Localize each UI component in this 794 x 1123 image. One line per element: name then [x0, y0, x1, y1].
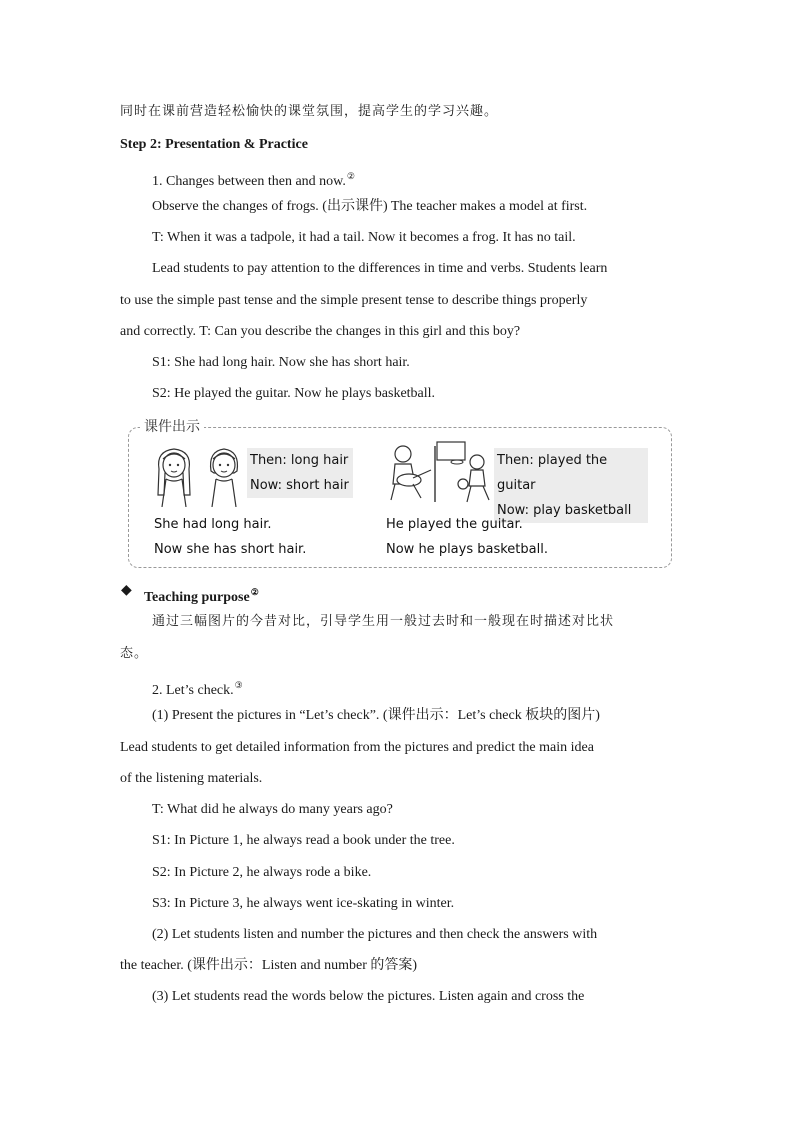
- boy-guitar-basketball-illustration: [385, 440, 495, 506]
- paragraph-line: (1) Present the pictures in “Let’s check”. (课件出示：Let’s check 板块的图片): [152, 708, 600, 723]
- now-label: Now: short hair: [250, 478, 349, 493]
- now-label: Now: play basketball: [497, 503, 632, 518]
- subheading-text: 2. Let’s check.: [152, 683, 234, 698]
- paragraph-line: 通过三幅图片的今昔对比，引导学生用一般过去时和一般现在时描述对比状: [152, 614, 615, 629]
- then-now-caption-right: [494, 448, 648, 523]
- paragraph-line: S3: In Picture 3, he always went ice-skating in winter.: [152, 896, 455, 911]
- paragraph-line: 同时在课前营造轻松愉快的课堂氛围，提高学生的学习兴趣。: [120, 104, 499, 119]
- teaching-purpose-heading: [144, 583, 259, 607]
- then-label: Then: played the guitar: [497, 453, 608, 493]
- paragraph-line: Lead students to get detailed information from the pictures and predict the main idea: [120, 740, 594, 755]
- panel-label: 课件出示: [140, 416, 204, 436]
- paragraph-line: 态。: [120, 646, 149, 661]
- paragraph-line: T: What did he always do many years ago?: [152, 802, 393, 817]
- paragraph-line: to use the simple past tense and the simple present tense to describe things properly: [120, 293, 588, 308]
- girl-short-hair-illustration: [200, 443, 248, 507]
- panel-sentence: She had long hair.: [154, 517, 272, 532]
- paragraph-line: of the listening materials.: [120, 771, 263, 786]
- panel-sentence: Now he plays basketball.: [386, 542, 548, 557]
- subheading-lets-check: [152, 676, 243, 700]
- subheading-changes: [152, 167, 355, 191]
- then-now-caption-left: [247, 448, 353, 498]
- paragraph-line: (2) Let students listen and number the pictures and then check the answers with: [152, 927, 598, 942]
- paragraph-line: S1: In Picture 1, he always read a book under the tree.: [152, 833, 455, 848]
- panel-sentence: Now she has short hair.: [154, 542, 307, 557]
- paragraph-line: Lead students to pay attention to the differences in time and verbs. Students learn: [152, 261, 608, 276]
- footnote-marker: ③: [234, 680, 243, 690]
- subheading-text: 1. Changes between then and now.: [152, 174, 346, 189]
- footnote-marker: ②: [250, 587, 259, 597]
- section-heading: Step 2: Presentation & Practice: [120, 137, 308, 152]
- paragraph-line: S2: In Picture 2, he always rode a bike.: [152, 865, 372, 880]
- paragraph-line: (3) Let students read the words below the pictures. Listen again and cross the: [152, 989, 585, 1004]
- diamond-bullet-icon: ◆: [121, 583, 132, 598]
- girl-long-hair-illustration: [150, 443, 198, 507]
- paragraph-line: Observe the changes of frogs. (出示课件) The teacher makes a model at first.: [152, 199, 588, 214]
- paragraph-line: S2: He played the guitar. Now he plays basketball.: [152, 386, 436, 401]
- paragraph-line: the teacher. (课件出示：Listen and number 的答案): [120, 958, 418, 973]
- footnote-marker: ②: [346, 171, 355, 181]
- then-label: Then: long hair: [250, 453, 349, 468]
- panel-sentence: He played the guitar.: [386, 517, 523, 532]
- paragraph-line: T: When it was a tadpole, it had a tail. Now it becomes a frog. It has no tail.: [152, 230, 576, 245]
- paragraph-line: S1: She had long hair. Now she has short hair.: [152, 355, 410, 370]
- paragraph-line: and correctly. T: Can you describe the changes in this girl and this boy?: [120, 324, 521, 339]
- heading-text: Teaching purpose: [144, 590, 250, 605]
